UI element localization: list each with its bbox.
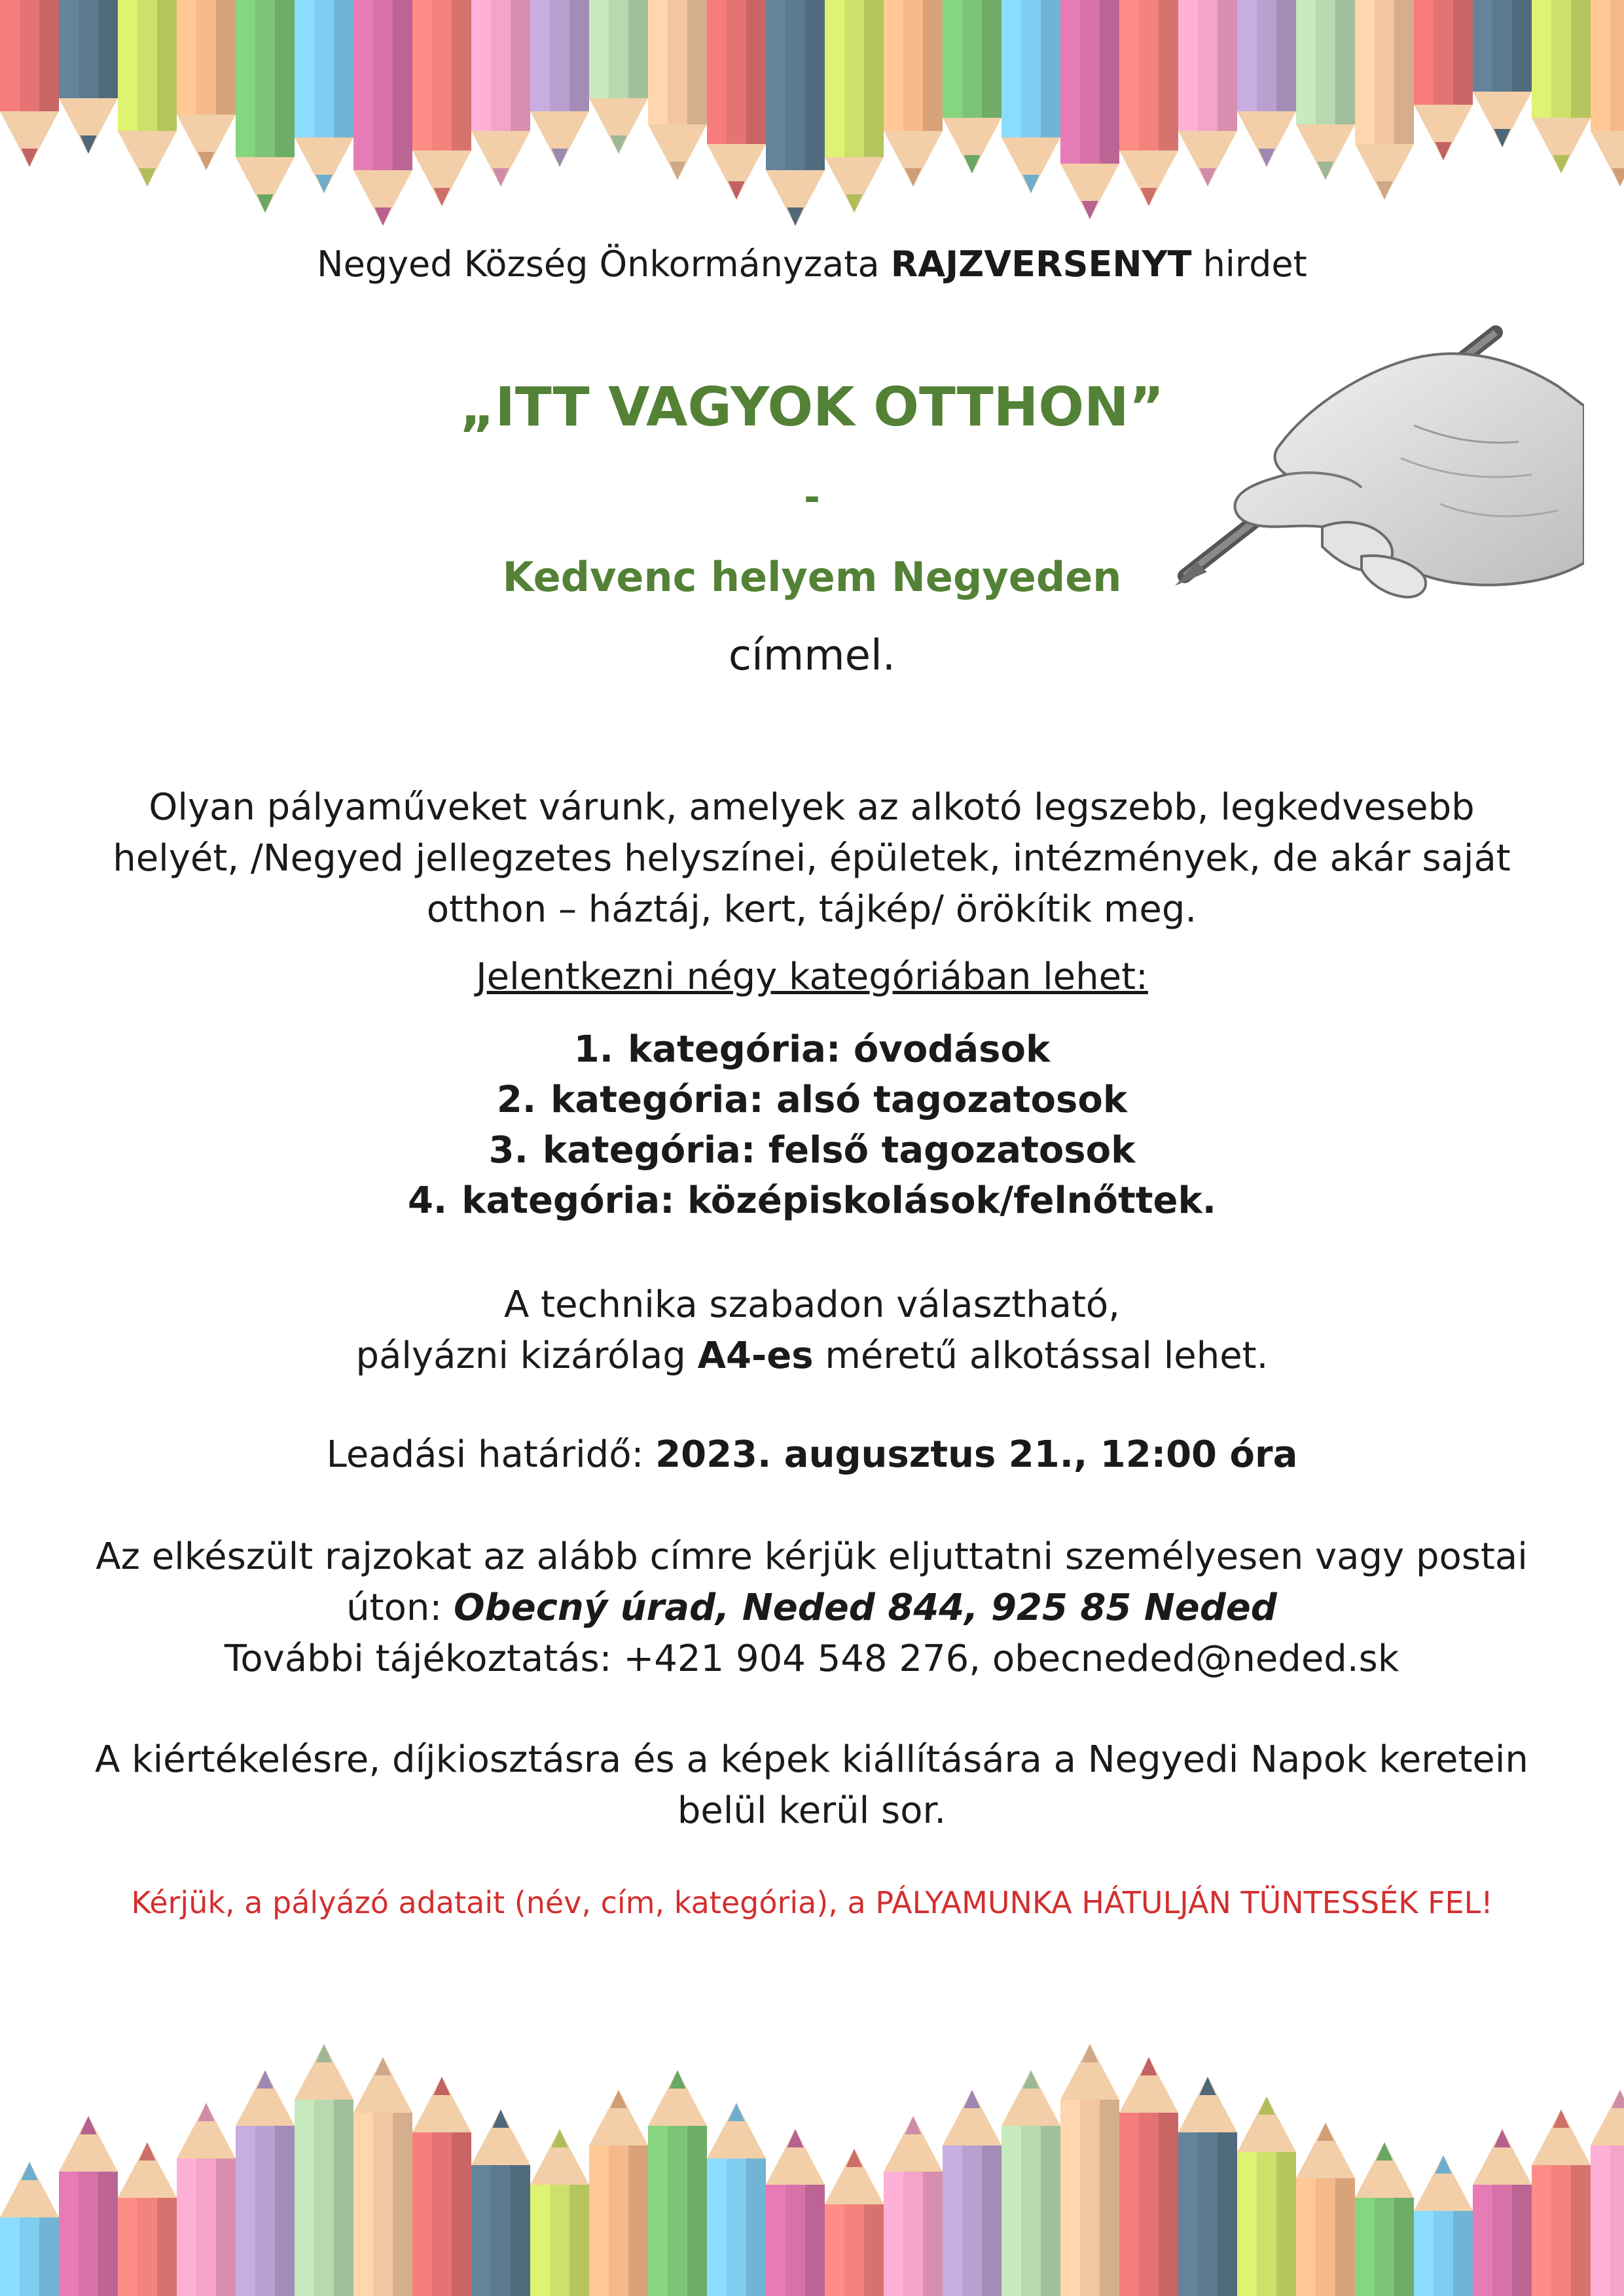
category-label: kategória: középiskolások/felnőttek. (461, 1179, 1217, 1222)
pencil (943, 2090, 1001, 2296)
technique-prefix: pályázni kizárólag (355, 1335, 686, 1377)
pencil (118, 2142, 177, 2296)
pencil (943, 0, 1001, 173)
pencil (589, 0, 648, 154)
description-paragraph (92, 782, 1532, 935)
poster-subtitle: Kedvenc helyem Negyeden (502, 553, 1122, 601)
category-number: 2. (496, 1079, 537, 1121)
pencil (1414, 0, 1473, 160)
notice-line: Kérjük, a pályázó adatait (név, cím, kategória), a PÁLYAMUNKA HÁTULJÁN TÜNTESSÉK FEL! (131, 1885, 1493, 1920)
contact-info: További tájékoztatás: +421 904 548 276, obecneded@neded.sk (224, 1638, 1399, 1680)
pencil (1473, 0, 1532, 147)
pencil (1119, 2057, 1178, 2296)
pencil (648, 0, 707, 180)
description-line: otthon – háztáj, kert, tájkép/ örökítik meg. (426, 888, 1197, 931)
pencil (530, 0, 589, 167)
pencil (353, 2057, 412, 2296)
pencil (1237, 2096, 1296, 2296)
technique-paragraph (0, 1280, 1624, 1382)
pencil (59, 0, 118, 154)
pencil (1178, 0, 1237, 187)
category-label: kategória: alsó tagozatosok (550, 1079, 1128, 1121)
pencil (1532, 2109, 1591, 2296)
pencil (1473, 2129, 1532, 2296)
pencil (1591, 2090, 1624, 2296)
pencil (118, 0, 177, 187)
categories-list (0, 1024, 1624, 1226)
pencil (177, 2103, 236, 2296)
technique-line (0, 1331, 1624, 1382)
pencil (353, 0, 412, 226)
deadline-line (0, 1433, 1624, 1476)
categories-heading: Jelentkezni négy kategóriában lehet: (476, 956, 1148, 998)
technique-line: A technika szabadon választható, (504, 1283, 1120, 1326)
pencil (1532, 0, 1591, 173)
pencil (236, 0, 295, 213)
pencil (825, 0, 884, 213)
pencil (1296, 2123, 1355, 2296)
submission-prefix: úton: (346, 1587, 442, 1629)
pencil (1414, 2155, 1473, 2296)
intro-prefix: Negyed Község Önkormányzata (317, 243, 880, 285)
pencil (1060, 2044, 1119, 2296)
deadline-label: Leadási határidő: (326, 1433, 644, 1476)
pencil (471, 0, 530, 187)
evaluation-line: belül kerül sor. (677, 1789, 947, 1832)
description-line: helyét, /Negyed jellegzetes helyszínei, épületek, intézmények, de akár saját (113, 837, 1511, 880)
pencil (707, 2103, 766, 2296)
technique-suffix: méretű alkotással lehet. (825, 1335, 1269, 1377)
pencil (295, 2044, 353, 2296)
pencil (412, 2077, 471, 2296)
category-label: kategória: felső tagozatosok (542, 1129, 1136, 1172)
pencil (236, 2070, 295, 2296)
pencil (177, 0, 236, 170)
category-item (0, 1024, 1624, 1075)
pencils-down-icon (0, 0, 1624, 249)
submission-paragraph (79, 1532, 1545, 1685)
pencil (1296, 0, 1355, 180)
deadline-value: 2023. augusztus 21., 12:00 óra (655, 1433, 1298, 1476)
pencil (589, 2090, 648, 2296)
evaluation-paragraph (79, 1734, 1545, 1837)
poster-title: „ITT VAGYOK OTTHON” (460, 376, 1164, 439)
intro-suffix: hirdet (1202, 243, 1307, 285)
category-number: 3. (488, 1129, 528, 1172)
evaluation-line: A kiértékelésre, díjkiosztásra és a képek kiállítására a Negyedi Napok keretein (95, 1738, 1528, 1781)
pencil (1001, 2070, 1060, 2296)
technique-format: A4-es (697, 1335, 814, 1377)
pencil (707, 0, 766, 200)
category-item (0, 1075, 1624, 1125)
pencil (766, 0, 825, 226)
pencils-up-icon (0, 2003, 1624, 2296)
top-pencil-border (0, 0, 1624, 249)
pencil (295, 0, 353, 193)
pencil (1060, 0, 1119, 219)
pencil (884, 2116, 943, 2296)
title-dash: - (804, 475, 820, 520)
title-suffix: címmel. (728, 632, 896, 680)
pencil (1001, 0, 1060, 193)
pencil (0, 0, 59, 167)
category-item (0, 1125, 1624, 1175)
category-number: 4. (407, 1179, 448, 1222)
pencil (530, 2129, 589, 2296)
intro-bold: RAJZVERSENYT (890, 243, 1192, 285)
submission-line (79, 1583, 1545, 1634)
description-line: Olyan pályaműveket várunk, amelyek az alkotó legszebb, legkedvesebb (149, 786, 1475, 829)
pencil (766, 2129, 825, 2296)
pencil (884, 0, 943, 187)
pencil (0, 2162, 59, 2296)
pencil (471, 2109, 530, 2296)
pencil (1119, 0, 1178, 206)
intro-line (0, 243, 1624, 285)
submission-address: Obecný úrad, Neded 844, 925 85 Neded (454, 1587, 1277, 1629)
pencil (1355, 0, 1414, 200)
pencil (59, 2116, 118, 2296)
pencil (1178, 2077, 1237, 2296)
bottom-pencil-border (0, 2003, 1624, 2296)
pencil (825, 2149, 884, 2296)
pencil (1591, 0, 1624, 187)
pencil (1237, 0, 1296, 167)
pencil (412, 0, 471, 206)
category-number: 1. (573, 1028, 614, 1071)
category-label: kategória: óvodások (628, 1028, 1051, 1071)
category-item (0, 1175, 1624, 1226)
pencil (648, 2070, 707, 2296)
pencil (1355, 2142, 1414, 2296)
submission-line: Az elkészült rajzokat az alább címre kérjük eljuttatni személyesen vagy postai (96, 1535, 1528, 1578)
